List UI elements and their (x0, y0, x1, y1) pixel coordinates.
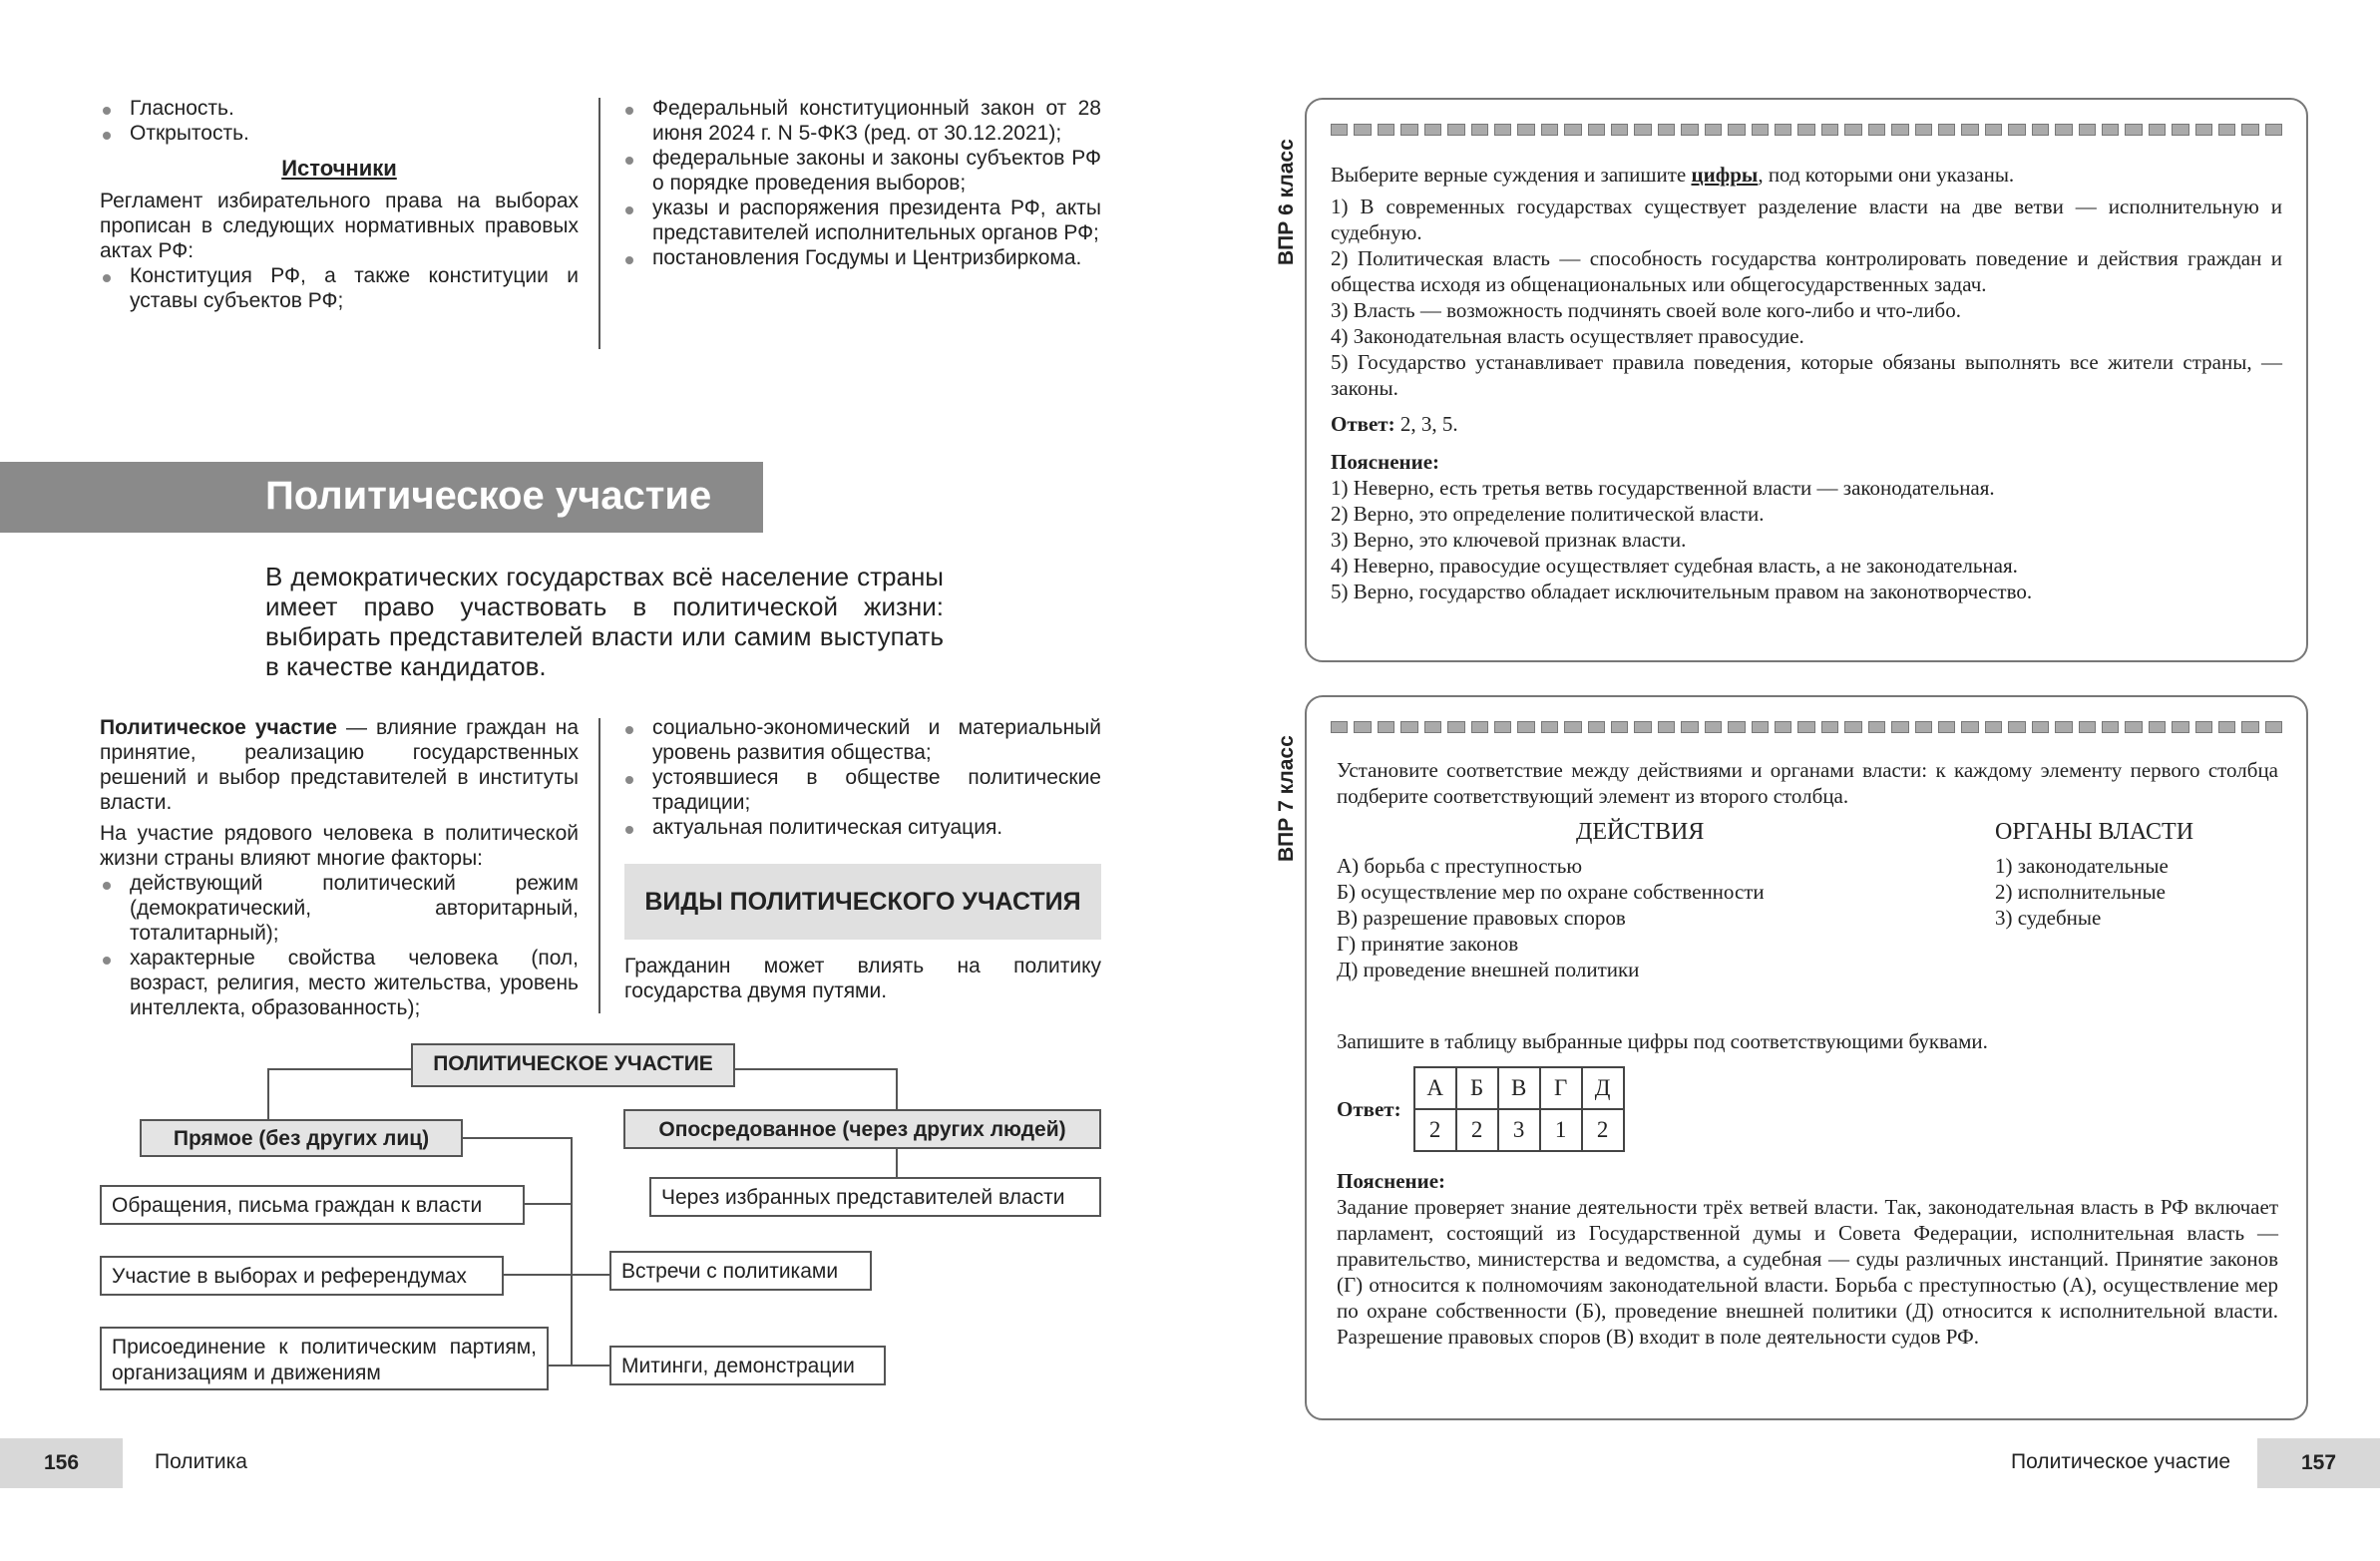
connector (896, 1068, 898, 1110)
sources-heading: Источники (281, 156, 397, 181)
answer-letter: А (1414, 1067, 1456, 1109)
explanation-line: 1) Неверно, есть третья ветвь государственной власти — законодательная. (1331, 476, 1995, 500)
task7-prompt: Установите соответствие между действиями и органами власти: к каждому элементу первого столбца подберите соответствующий элемент из второго столбца. (1337, 758, 2278, 808)
explanation-label: Пояснение: (1337, 1169, 1446, 1193)
task6-option: 4) Законодательная власть осуществляет правосудие. (1331, 324, 1804, 348)
list-item: социально-экономический и материальный уровень развития общества; (622, 715, 1101, 765)
section-banner (0, 462, 763, 533)
connector (502, 1274, 611, 1276)
answer-letter: Д (1582, 1067, 1624, 1109)
card-dashes (1331, 124, 2282, 136)
explanation-line: 3) Верно, это ключевой признак власти. (1331, 528, 1687, 552)
factors-cont-list (622, 715, 1101, 840)
action-item: Б) осуществление мер по охране собственности (1337, 880, 1765, 904)
connector (896, 1147, 898, 1179)
section-intro: В демократических государствах всё население страны имеет право участвовать в политической жизни: выбирать представителей власти или самим выступать в качестве кандидатов. (265, 562, 944, 681)
definition (100, 715, 579, 815)
diagram-direct-item: Участие в выборах и референдумах (100, 1256, 504, 1296)
col2-head: ОРГАНЫ ВЛАСТИ (1995, 819, 2194, 845)
running-title-right: Политическое участие (2011, 1450, 2231, 1473)
list-item: Открытость. (100, 121, 579, 146)
answer-label: Ответ: (1337, 1097, 1401, 1121)
task6-tag: ВПР 6 класс (1275, 139, 1298, 265)
task6-answer (1331, 411, 2282, 437)
principles-list (100, 96, 579, 146)
diagram-root: ПОЛИТИЧЕСКОЕ УЧАСТИЕ (411, 1043, 735, 1087)
task7-columns (1337, 819, 2278, 1018)
diagram-indirect-item: Через избранных представителей власти (649, 1177, 1101, 1217)
connector (523, 1203, 573, 1205)
connector (547, 1365, 611, 1366)
task6-option: 1) В современных государствах существует разделение власти на две ветви — исполнительную и судебную. (1331, 195, 2282, 244)
list-item: характерные свойства человека (пол, возраст, религия, место жительства, уровень интеллекта, образованность); (100, 946, 579, 1020)
diagram-shared-item: Встречи с политиками (609, 1251, 872, 1291)
explanation-line: 2) Верно, это определение политической власти. (1331, 502, 1765, 526)
definition-term: Политическое участие (100, 716, 337, 739)
task6-card (1305, 98, 2308, 662)
page-number-right: 157 (2257, 1438, 2380, 1488)
answer-value: 2, 3, 5. (1399, 412, 1458, 436)
answer-letter: Б (1456, 1067, 1498, 1109)
answer-letter: Г (1540, 1067, 1582, 1109)
organ-item: 1) законодательные (1995, 854, 2169, 878)
list-item: федеральные законы и законы субъектов РФ о порядке проведения выборов; (622, 146, 1101, 195)
explanation-line: 4) Неверно, правосудие осуществляет судебная власть, а не законодательная. (1331, 554, 2018, 578)
card-dashes (1331, 721, 2282, 733)
task6-option: 3) Власть — возможность подчинять своей воле кого-либо и что-либо. (1331, 298, 1961, 322)
task6-body (1331, 162, 2282, 604)
task6-option: 2) Политическая власть — способность государства контролировать поведение и действия граждан и общества исходя из общенациональных или общегосударственных задач. (1331, 246, 2282, 296)
organs-list (1995, 853, 2169, 931)
task6-option: 5) Государство устанавливает правила поведения, которые обязаны выполнять все жители страны, — законы. (1331, 350, 2282, 400)
list-item: Федеральный конституционный закон от 28 июня 2024 г. N 5-ФКЗ (ред. от 30.12.2021); (622, 96, 1101, 146)
list-item: указы и распоряжения президента РФ, акты представителей исполнительных органов РФ; (622, 195, 1101, 245)
list-item: Гласность. (100, 96, 579, 121)
laws-list (622, 96, 1101, 270)
answer-digit: 3 (1498, 1109, 1540, 1151)
answer-digit: 1 (1540, 1109, 1582, 1151)
page-number-left: 156 (0, 1438, 123, 1488)
diagram-shared-item: Митинги, демонстрации (609, 1346, 886, 1385)
types-text: Гражданин может влиять на политику государства двумя путями. (624, 955, 1101, 1002)
factors-intro: На участие рядового человека в политической жизни страны влияют многие факторы: (100, 822, 579, 870)
answer-digit: 2 (1414, 1109, 1456, 1151)
answer-digit: 2 (1582, 1109, 1624, 1151)
answer-letter: В (1498, 1067, 1540, 1109)
action-item: Д) проведение внешней политики (1337, 958, 1640, 981)
connector (267, 1068, 269, 1120)
definition-text: — влияние граждан на принятие, реализацию государственных решений и выбор представителей в институты власти. (100, 716, 580, 814)
task6-options (1331, 194, 2282, 401)
task6-prompt-a: Выберите верные суждения и запишите (1331, 163, 1692, 187)
left-top-column (100, 96, 579, 313)
task7-body (1337, 757, 2278, 1350)
answer-letters-row (1414, 1067, 1624, 1109)
list-item: Конституция РФ, а также конституции и уставы субъектов РФ; (100, 263, 579, 313)
definition-column (100, 715, 579, 1020)
section-title: Политическое участие (265, 474, 712, 518)
task7-answer (1337, 1066, 2278, 1152)
task6-prompt (1331, 162, 2282, 188)
task7-card (1305, 695, 2308, 1420)
task6-explanation (1331, 449, 2282, 604)
column-divider (598, 718, 600, 1013)
organ-item: 2) исполнительные (1995, 880, 2166, 904)
table-prompt: Запишите в таблицу выбранные цифры под соответствующими буквами. (1337, 1029, 1988, 1053)
task6-prompt-emph: цифры (1691, 163, 1759, 187)
col1-head: ДЕЙСТВИЯ (1576, 819, 1705, 845)
list-item: действующий политический режим (демократический, авторитарный, тоталитарный); (100, 871, 579, 946)
action-item: Г) принятие законов (1337, 932, 1519, 956)
factors-list (100, 871, 579, 1020)
explanation-label: Пояснение: (1331, 450, 1440, 474)
answer-table (1413, 1066, 1625, 1152)
answer-label: Ответ: (1331, 412, 1395, 436)
list-item: постановления Госдумы и Центризбиркома. (622, 245, 1101, 270)
connector (461, 1137, 573, 1139)
answer-digit: 2 (1456, 1109, 1498, 1151)
connector (571, 1137, 573, 1366)
column-divider (598, 98, 600, 349)
sources-text: Регламент избирательного права на выборах прописан в следующих нормативных правовых актах РФ: (100, 190, 579, 262)
diagram-indirect: Опосредованное (через других людей) (623, 1109, 1101, 1149)
task7-explanation (1337, 1168, 2278, 1350)
task6-prompt-c: , под которыми они указаны. (1758, 163, 2015, 187)
list-item: устоявшиеся в обществе политические традиции; (622, 765, 1101, 815)
organ-item: 3) судебные (1995, 906, 2102, 930)
laws-column (622, 96, 1101, 270)
actions-list (1337, 853, 1765, 982)
types-heading: ВИДЫ ПОЛИТИЧЕСКОГО УЧАСТИЯ (624, 864, 1101, 940)
factors-cont-column (622, 715, 1101, 840)
list-item: актуальная политическая ситуация. (622, 815, 1101, 840)
diagram-direct-item: Обращения, письма граждан к власти (100, 1185, 525, 1225)
diagram-direct: Прямое (без других лиц) (140, 1119, 463, 1157)
action-item: А) борьба с преступностью (1337, 854, 1583, 878)
answer-digits-row (1414, 1109, 1624, 1151)
running-title-left: Политика (155, 1450, 247, 1473)
action-item: В) разрешение правовых споров (1337, 906, 1626, 930)
task7-tag: ВПР 7 класс (1275, 735, 1298, 862)
diagram-direct-item: Присоединение к политическим партиям, организациям и движениям (100, 1327, 549, 1390)
explanation-line: 5) Верно, государство обладает исключительным правом на законотворчество. (1331, 580, 2033, 603)
explanation-text: Задание проверяет знание деятельности трёх ветвей власти. Так, законодательная власть в РФ включает парламент, состоящий из Государственной думы и Совета Федерации, исполнительная власть — правительство, министерства и ведомства, а судебная — суды различных инстанций. Принятие законов (Г) относится к полномочиям законодательной власти. Борьба с преступностью (А), осуществление мер по охране собственности (Б), проведение внешней политики (Д) относится к исполнительной власти. Разрешение правовых споров (В) входит в поле деятельности судов РФ. (1337, 1195, 2278, 1349)
